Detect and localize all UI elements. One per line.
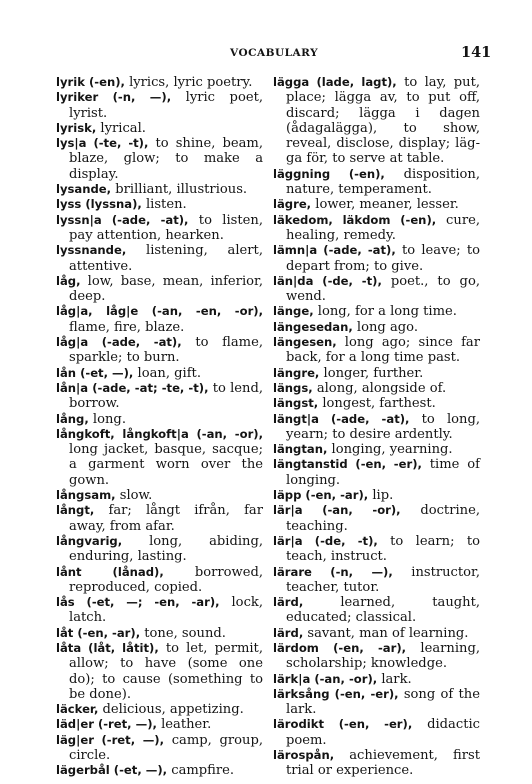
entry-definition: to lend, borrow. [69, 380, 264, 412]
entry-definition: tone, sound. [140, 625, 226, 641]
entry-headword: lyssnande, [56, 243, 127, 258]
entry-headword: län|da (-de, -t), [273, 273, 382, 288]
entry-headword: längst, [273, 396, 319, 411]
entry-headword: lär|a (-de, -t), [273, 533, 378, 548]
entry-headword: lån|a (-ade, -at; -te, -t), [56, 380, 209, 395]
entry-definition: longing, yearning. [327, 442, 453, 458]
entry-headword: låg|a, låg|e (-an, -en, -or), [56, 304, 263, 319]
entry-headword: lånt (lånad), [56, 564, 164, 579]
entry-headword: lysande, [56, 182, 112, 197]
entry-headword: lägga (lade, lagt), [273, 75, 397, 89]
entry-definition: instructor, teacher, tutor. [286, 564, 481, 595]
entry-headword: lån (-et, —), [56, 365, 134, 380]
entry-headword: länge, [273, 304, 314, 319]
entry-definition: cure, healing, remedy. [286, 212, 480, 243]
entry-headword: lägerbål (-et, —), [56, 763, 168, 778]
dictionary-entry [56, 304, 263, 335]
running-head: VOCABULARY [230, 47, 319, 59]
dictionary-entry [273, 412, 480, 443]
entry-headword: lärksång (-en, -er), [273, 686, 399, 701]
entry-headword: lägre, [273, 197, 312, 212]
entry-definition: to listen, pay attention, hearken. [69, 212, 263, 243]
entry-definition: to flame, sparkle; to burn. [69, 335, 264, 366]
entry-definition: longer, further. [319, 365, 424, 381]
entry-headword: lås (-et, —; -en, -ar), [56, 595, 220, 610]
dictionary-entry [273, 595, 480, 626]
dictionary-entry [273, 641, 480, 672]
entry-headword: lyss (lyssna), [56, 197, 142, 212]
entry-headword: låg|a (-ade, -at), [56, 335, 182, 350]
entry-definition: savant, man of learning. [303, 625, 469, 641]
dictionary-entry [273, 197, 480, 212]
entry-definition: borrowed, reproduced, copied. [69, 564, 263, 595]
entry-definition: slow. [115, 488, 153, 504]
entry-headword: läd|er (-ret, —), [56, 717, 157, 732]
entry-definition: low, base, mean, inferior, deep. [69, 273, 263, 305]
entry-headword: lämn|a (-ade, -at), [273, 243, 396, 258]
dictionary-entry [273, 274, 480, 305]
dictionary-entry [273, 75, 480, 167]
entry-definition: brilliant, illustrious. [111, 182, 248, 198]
entry-headword: läcker, [56, 702, 99, 717]
entry-definition: far; långt ifrån, far away, from afar. [69, 503, 263, 534]
entry-headword: lär|a (-an, -or), [273, 503, 401, 518]
entry-headword: läkedom, läkdom (-en), [273, 212, 437, 227]
entry-headword: lyriker (-n, —), [56, 90, 172, 105]
dictionary-entry [56, 412, 263, 427]
entry-definition: to shine, beam, blaze, glow; to make a display. [69, 136, 263, 182]
right-column [273, 75, 480, 779]
dictionary-entry [56, 75, 263, 90]
entry-definition: lock, latch. [69, 595, 263, 626]
dictionary-entry [56, 182, 263, 197]
entry-headword: lärdom (-en, -ar), [273, 640, 407, 655]
entry-definition: long ago. [352, 319, 418, 335]
entry-definition: camp, group, circle. [69, 732, 263, 764]
entry-headword: långvarig, [56, 533, 123, 548]
entry-definition: long jacket, basque, sacque; a garment worn over the gown. [69, 442, 263, 488]
entry-headword: låta (låt, låtit), [56, 640, 159, 655]
dictionary-entry [56, 702, 263, 717]
entry-headword: läpp (-en, -ar), [273, 488, 369, 503]
dictionary-entry [56, 641, 263, 702]
dictionary-entry [273, 687, 480, 718]
entry-definition: long ago; since far back, for a long time past. [286, 335, 480, 366]
entry-headword: längt|a (-ade, -at), [273, 411, 410, 426]
dictionary-entry [273, 565, 480, 596]
entry-headword: lärodikt (-en, -er), [273, 717, 413, 732]
entry-headword: lyssn|a (-ade, -at), [56, 212, 189, 227]
entry-definition: long. [88, 411, 126, 427]
entry-definition: learned, taught, educated; classical. [286, 595, 480, 626]
dictionary-entry [56, 121, 263, 136]
entry-headword: läggning (-en), [273, 166, 385, 181]
entry-definition: to learn; to teach, instruct. [286, 533, 480, 565]
dictionary-entry [273, 381, 480, 396]
entry-headword: lärare (-n, —), [273, 564, 393, 579]
dictionary-entry [56, 595, 263, 626]
left-column [56, 75, 263, 779]
entry-headword: längesen, [273, 335, 337, 350]
dictionary-entry [273, 488, 480, 503]
dictionary-entry [273, 442, 480, 457]
dictionary-entry [273, 167, 480, 198]
entry-headword: långkoft, långkoft|a (-an, -or), [56, 426, 263, 441]
entry-definition: didactic poem. [286, 717, 480, 748]
dictionary-entry [273, 243, 480, 274]
dictionary-entry [273, 534, 480, 565]
entry-headword: låt (-en, -ar), [56, 625, 141, 640]
dictionary-entry [273, 457, 480, 488]
entry-definition: long, for a long time. [313, 304, 457, 320]
dictionary-entry [273, 672, 480, 687]
dictionary-entry [273, 503, 480, 534]
entry-definition: achievement, first trial or experience. [286, 748, 480, 779]
entry-headword: lyrisk, [56, 120, 97, 135]
entry-definition: to leave; to depart from; to give. [286, 243, 480, 274]
entry-definition: lyric poet, lyrist. [69, 90, 263, 121]
entry-definition: lip. [368, 488, 394, 504]
entry-definition: listen. [141, 197, 187, 213]
dictionary-entry [56, 763, 263, 778]
entry-headword: lärospån, [273, 748, 335, 763]
dictionary-entry [56, 136, 263, 182]
entry-definition: to lay, put, place; lägga av, to put off, discard; lägga i dagen (ådagalägga), to show, reveal, disclose, display; läg-ga för, to serve at table. [286, 75, 480, 167]
entry-definition: lower, meaner, lesser. [311, 197, 459, 213]
entry-headword: långt, [56, 503, 95, 518]
entry-headword: längre, [273, 365, 320, 380]
dictionary-entry [56, 274, 263, 305]
entry-definition: flame, fire, blaze. [69, 319, 185, 335]
entry-headword: längtan, [273, 442, 328, 457]
dictionary-entry [273, 748, 480, 779]
entry-definition: delicious, appetizing. [98, 702, 244, 718]
dictionary-entry [56, 733, 263, 764]
entry-definition: time of longing. [286, 457, 480, 488]
dictionary-entry [56, 335, 263, 366]
entry-headword: lärd, [273, 625, 304, 640]
entry-headword: längtanstid (-en, -er), [273, 457, 422, 472]
entry-headword: lärk|a (-an, -or), [273, 671, 378, 686]
entry-definition: poet., to go, wend. [286, 273, 480, 305]
dictionary-entry [56, 503, 263, 534]
entry-definition: longest, farthest. [318, 396, 436, 412]
entry-definition: leather. [156, 717, 212, 733]
dictionary-entry [56, 565, 263, 596]
entry-definition: campfire. [167, 763, 235, 779]
dictionary-entry [56, 90, 263, 121]
entry-headword: låg, [56, 273, 81, 288]
entry-definition: lyrical. [96, 120, 146, 136]
entry-definition: learning, scholarship; knowledge. [286, 640, 480, 672]
dictionary-entry [273, 213, 480, 244]
dictionary-entry [56, 427, 263, 488]
entry-headword: lyrik (-en), [56, 75, 125, 89]
dictionary-entry [273, 366, 480, 381]
entry-definition: song of the lark. [286, 686, 480, 718]
dictionary-entry [56, 717, 263, 732]
entry-headword: lys|a (-te, -t), [56, 136, 149, 151]
dictionary-entry [56, 243, 263, 274]
dictionary-entry [56, 366, 263, 381]
dictionary-entry [56, 381, 263, 412]
entry-definition: to let, permit, allow; to have (some one do); to cause (something to be done). [69, 640, 263, 702]
dictionary-entry [56, 213, 263, 244]
entry-definition: along, alongside of. [312, 380, 447, 396]
entry-definition: lark. [377, 671, 412, 687]
dictionary-entry [273, 717, 480, 748]
entry-definition: disposition, nature, temperament. [286, 166, 480, 198]
dictionary-entry [273, 304, 480, 319]
entry-definition: long, abiding, enduring, lasting. [69, 533, 263, 565]
dictionary-entry [273, 626, 480, 641]
dictionary-entry [273, 335, 480, 366]
entry-definition: to long, yearn; to desire ardently. [286, 411, 480, 442]
entry-definition: listening, alert, attentive. [69, 243, 263, 274]
entry-headword: lärd, [273, 595, 304, 610]
dictionary-entry [273, 320, 480, 335]
dictionary-entry [56, 488, 263, 503]
entry-definition: lyrics, lyric poetry. [124, 75, 253, 90]
entry-headword: längs, [273, 380, 313, 395]
dictionary-entry [56, 197, 263, 212]
dictionary-entry [273, 396, 480, 411]
entry-definition: doctrine, teaching. [286, 503, 480, 534]
dictionary-entry [56, 534, 263, 565]
page-number: 141 [461, 44, 492, 61]
dictionary-entry [56, 626, 263, 641]
entry-headword: läg|er (-ret, —), [56, 732, 164, 747]
entry-definition: loan, gift. [133, 365, 201, 381]
entry-headword: längesedan, [273, 319, 353, 334]
entry-headword: lång, [56, 411, 89, 426]
entry-headword: långsam, [56, 488, 116, 503]
